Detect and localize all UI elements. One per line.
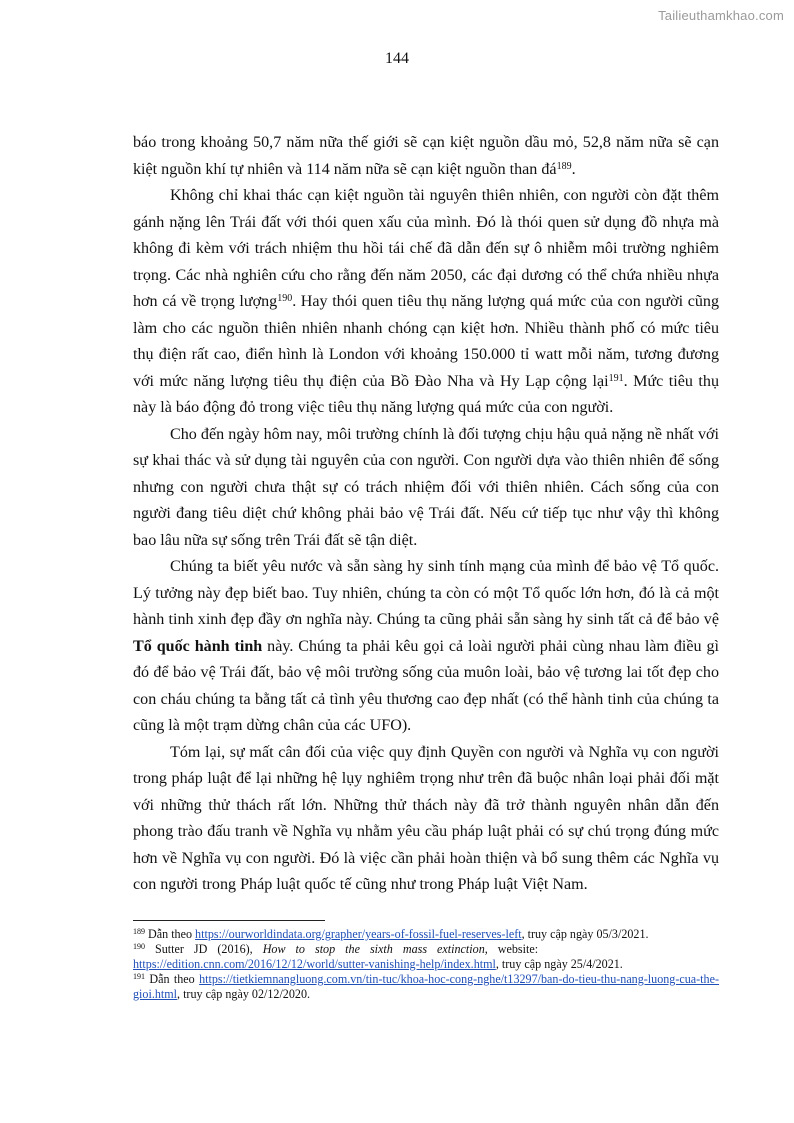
- paragraph-4-text-a: Chúng ta biết yêu nước và sẵn sàng hy sinh tính mạng của mình để bảo vệ Tổ quốc. Lý tưởng này đẹp biết bao. Tuy nhiên, chúng ta còn có một Tổ quốc lớn hơn, đó là cả một hành tinh xinh đẹp đầy ơn nghĩa này. Chúng ta cũng phải sẵn sàng hy sinh tất cả để bảo vệ: [133, 558, 719, 628]
- paragraph-2-text-c: . Mức tiêu thụ này là báo động đỏ trong việc tiêu thụ năng lượng quá mức của con người.: [133, 372, 719, 416]
- footnote-prefix: Dẫn theo: [145, 972, 200, 986]
- footnote-suffix: , truy cập ngày 25/4/2021.: [495, 957, 623, 971]
- paragraph-1: [133, 130, 719, 183]
- footnote-190-cont: [133, 957, 719, 972]
- footnote-number: 189: [133, 927, 145, 936]
- paragraph-2: [133, 183, 719, 422]
- watermark: Tailieuthamkhao.com: [658, 8, 784, 23]
- paragraph-4-text-b: này. Chúng ta phải kêu gọi cả loài người phải cùng nhau làm điều gì đó để bảo vệ Trái đất, bảo vệ môi trường sống của muôn loài, bảo vệ tương lai tốt đẹp cho con cháu chúng ta bằng tất cả tình yêu thương cao đẹp nhất (có thể hành tinh của chúng ta cũng là một trạm dừng chân của các UFO).: [133, 637, 719, 734]
- footnote-prefix: Dẫn theo: [145, 927, 196, 941]
- footnote-link[interactable]: https://ourworldindata.org/grapher/years-of-fossil-fuel-reserves-left: [195, 927, 522, 941]
- paragraph-2-text-b: . Hay thói quen tiêu thụ năng lượng quá mức của con người cũng làm cho các nguồn thiên nhiên nhanh chóng cạn kiệt hơn. Nhiều thành phố có mức tiêu thụ điện rất cao, điển hình là London với khoảng 150.000 tỉ watt mỗi năm, tương đương với mức năng lượng tiêu thụ điện của Bồ Đào Nha và Hy Lạp cộng lại: [133, 293, 719, 390]
- footnote-191: [133, 972, 719, 1002]
- paragraph-5: Tóm lại, sự mất cân đối của việc quy định Quyền con người và Nghĩa vụ con người trong pháp luật để lại những hệ lụy nghiêm trọng như trên đã buộc nhân loại phải đối mặt với những thử thách rất lớn. Những thử thách này đã trở thành nguyên nhân dẫn đến phong trào đấu tranh về Nghĩa vụ nhằm yêu cầu pháp luật phải có sự chú trọng đúng mức hơn về Nghĩa vụ con người. Đó là việc cần phải hoàn thiện và bổ sung thêm các Nghĩa vụ con người trong Pháp luật quốc tế cũng như trong Pháp luật Việt Nam.: [133, 743, 719, 893]
- footnote-separator: [133, 920, 325, 921]
- footnote-link[interactable]: https://edition.cnn.com/2016/12/12/world/sutter-vanishing-help/index.html: [133, 957, 496, 971]
- footnote-ref-190[interactable]: 190: [277, 293, 293, 304]
- paragraph-1-text: báo trong khoảng 50,7 năm nữa thế giới sẽ cạn kiệt nguồn dầu mỏ, 52,8 năm nữa sẽ cạn kiệt nguồn khí tự nhiên và 114 năm nữa sẽ cạn kiệt nguồn than đá: [133, 134, 719, 178]
- footnote-middle: website:: [487, 942, 539, 956]
- footnotes: [133, 927, 719, 1002]
- page-number: 144: [385, 50, 409, 67]
- footnote-ref-189[interactable]: 189: [556, 160, 572, 172]
- paragraph-3: Cho đến ngày hôm nay, môi trường chính là đối tượng chịu hậu quả nặng nề nhất với sự khai thác và sử dụng tài nguyên của con người. Con người dựa vào thiên nhiên để sống nhưng con người chưa thật sự có trách nhiệm đối với thiên nhiên. Cách sống của con người đang tiêu diệt chứ không phải bảo vệ Trái đất. Nếu cứ tiếp tục như vậy thì không bao lâu nữa sự sống trên Trái đất sẽ tận diệt.: [133, 425, 719, 549]
- footnote-suffix: , truy cập ngày 05/3/2021.: [521, 927, 649, 941]
- footnote-prefix: Sutter JD (2016),: [145, 942, 263, 956]
- footnote-ref-191[interactable]: 191: [608, 372, 624, 384]
- footnote-number: 191: [133, 972, 145, 981]
- footnote-suffix: , truy cập ngày 02/12/2020.: [177, 987, 311, 1001]
- paragraph-4: [133, 554, 719, 740]
- footnote-189: [133, 927, 719, 942]
- paragraph-4-bold: Tổ quốc hành tinh: [133, 637, 263, 655]
- paragraph-1-end: .: [571, 160, 576, 178]
- footnote-number: 190: [133, 942, 145, 951]
- body-text: [133, 130, 719, 899]
- footnote-190: [133, 942, 719, 957]
- footnote-title: How to stop the sixth mass extinction,: [262, 942, 488, 956]
- paragraph-2-text-a: Không chỉ khai thác cạn kiệt nguồn tài nguyên thiên nhiên, con người còn đặt thêm gánh nặng lên Trái đất với thói quen xấu của mình. Đó là thói quen sử dụng đồ nhựa mà không đi kèm với trách nhiệm thu hồi tái chế đã dẫn đến sự ô nhiễm môi trường nghiêm trọng. Các nhà nghiên cứu cho rằng đến năm 2050, các đại dương có thể chứa nhiều nhựa hơn cá về trọng lượng: [133, 187, 719, 310]
- footnote-link[interactable]: https://tietkiemnangluong.com.vn/tin-tuc/khoa-hoc-cong-nghe/t13297/ban-do-tieu-thu-nang-luong-cua-the-gioi.html: [133, 972, 719, 1001]
